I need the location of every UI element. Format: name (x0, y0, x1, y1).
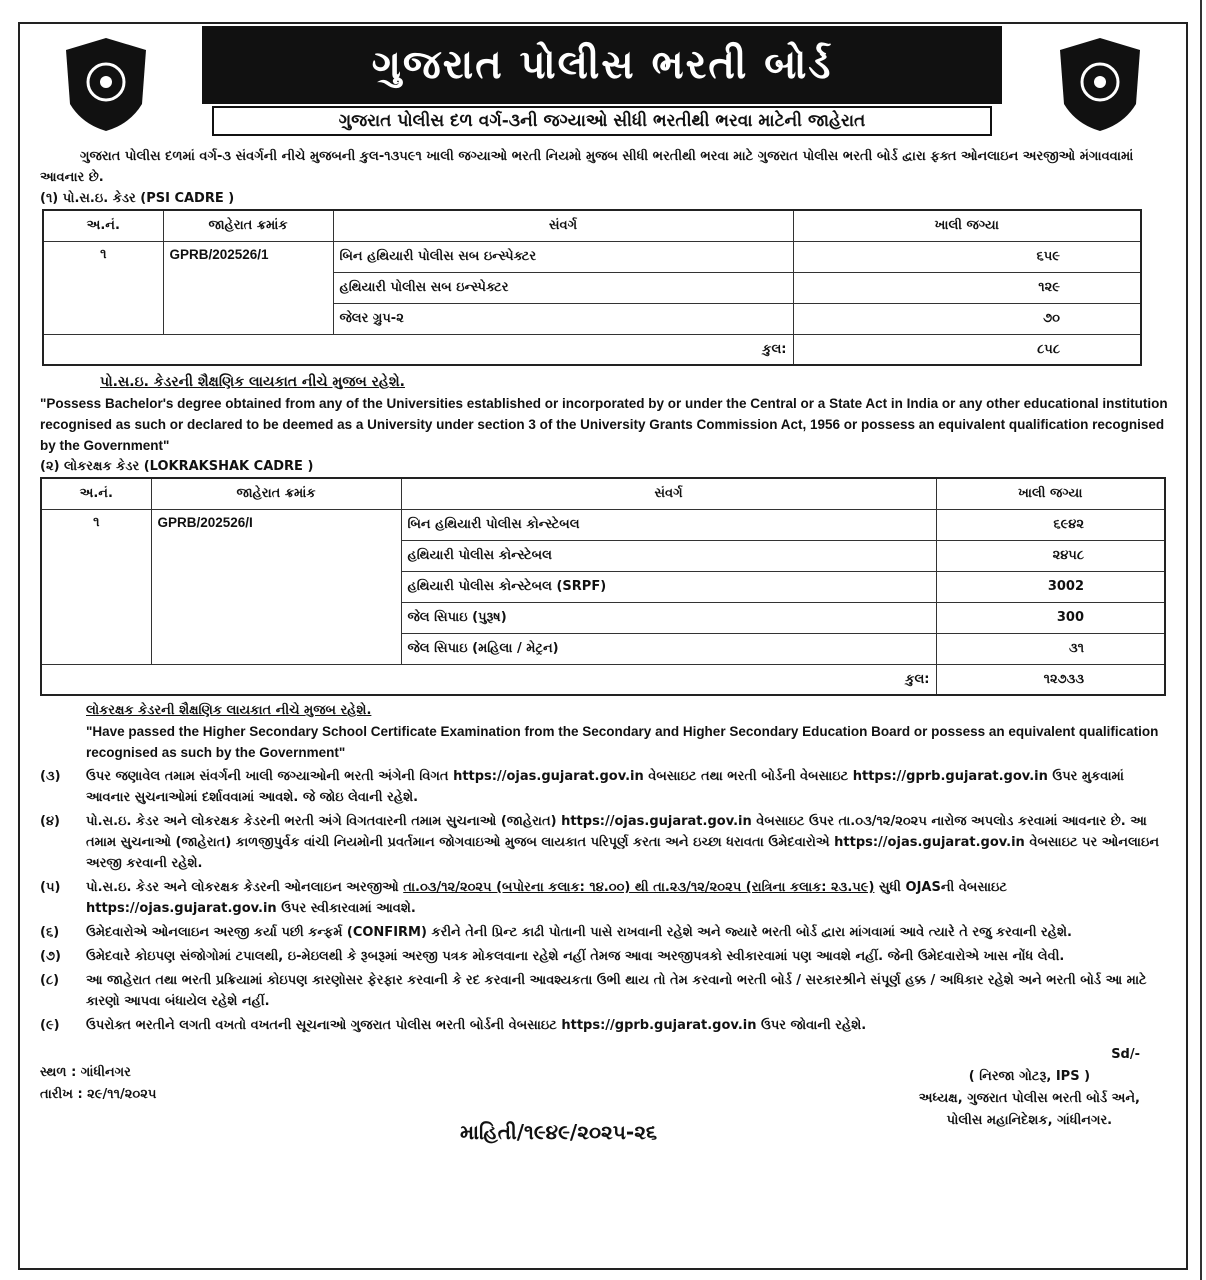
item-text: ઉપર જણાવેલ તમામ સંવર્ગની ખાલી જગ્યાઓની ભરતી અંગેની વિગત https://ojas.gujarat.gov.in વેબસાઇટ તથા ભરતી બોર્ડની વેબસાઇટ https://gprb.gujarat.gov.in ઉપર મુકવામાં આવનાર સુચનાઓમાં દર્શાવવામાં આવશે. જે જોઇ લેવાની રહેશે. (86, 769, 1124, 805)
total-row (41, 664, 1165, 695)
page-edge (1200, 0, 1202, 1280)
col-sr: અ.નં. (43, 210, 163, 241)
sr-cell: ૧ (43, 241, 163, 334)
item-text: ઉમેદવારે કોઇપણ સંજોગોમાં ટપાલથી, ઇ-મેઇલથી કે રૂબરૂમાં અરજી પત્રક મોકલવાના રહેશે નહીં તેમજ આવા અરજીપત્રકો સ્વીકારવામાં પણ આવશે નહીં. જેની ઉમેદવારોએ ખાસ નોંધ લેવી. (86, 949, 1065, 964)
col-adv: જાહેરાત ક્રમાંક (151, 478, 401, 509)
vacancy-cell: ૨૪૫૮ (936, 540, 1165, 571)
table-header (41, 478, 1165, 509)
col-vacancy: ખાલી જગ્યા (793, 210, 1141, 241)
designation: પોલીસ મહાનિદેશક, ગાંધીનગર. (946, 1113, 1113, 1128)
psi-qual-heading: પો.સ.ઇ. કેડરની શૈક્ષણિક લાયકાત નીચે મુજબ રહેશે. (100, 374, 405, 390)
list-item (40, 922, 1170, 943)
table-row (41, 509, 1165, 540)
psi-qual-text: "Possess Bachelor's degree obtained from any of the Universities established or incorporated by or under the Central or a State Act in India or any other educational institution recognised as such or declared to be deemed as a University under section 3 of the University Grants Commission Act, 1956 or possess an equivalent qualification recognised by the Government" (40, 396, 1168, 453)
post-cell: બિન હથિયારી પોલીસ સબ ઇન્સ્પેક્ટર (333, 241, 793, 272)
adv-no-cell: GPRB/202526/1 (163, 241, 333, 334)
list-item (40, 1015, 1170, 1036)
item-number: (૮) (40, 973, 60, 988)
item-text: સુધી OJASની વેબસાઇટ https://ojas.gujarat.gov.in ઉપર સ્વીકારવામાં આવશે. (86, 880, 1007, 916)
notice-number: માહિતી/૧૯૪૯/૨૦૨૫-૨૬ (460, 1120, 658, 1144)
police-emblem-icon (1054, 34, 1146, 134)
table-header (43, 210, 1141, 241)
footer (40, 1044, 1170, 1164)
vacancy-cell: ૬૯૪૨ (936, 509, 1165, 540)
vacancy-cell: 3002 (936, 571, 1165, 602)
police-emblem-icon (60, 34, 152, 134)
total-label: કુલ: (43, 334, 793, 365)
total-row (43, 334, 1141, 365)
psi-heading: (૧) પો.સ.ઇ. કેડર (PSI CADRE ) (40, 191, 235, 206)
vacancy-cell: ૭૦ (793, 303, 1141, 334)
page-subtitle: ગુજરાત પોલીસ દળ વર્ગ-૩ની જગ્યાઓ સીધી ભરતીથી ભરવા માટેની જાહેરાત (212, 106, 992, 136)
total-label: કુલ: (41, 664, 936, 695)
application-dates: તા.૦૩/૧૨/૨૦૨૫ (બપોરના કલાક: ૧૪.૦૦) થી તા.૨૩/૧૨/૨૦૨૫ (રાત્રિના કલાક: ૨૩.૫૯) (403, 880, 875, 895)
adv-no-cell: GPRB/202526/I (151, 509, 401, 664)
item-text: આ જાહેરાત તથા ભરતી પ્રક્રિયામાં કોઇપણ કારણોસર ફેરફાર કરવાની કે રદ કરવાની આવશ્યકતા ઉભી થાય તો તેમ કરવાનો ભરતી બોર્ડ / સરકારશ્રીને સંપૂર્ણ હક્ક / અધિકાર રહેશે અને ભરતી બોર્ડ આ માટે કારણો આપવા બંધાયેલ રહેશે નહીં. (86, 973, 1147, 1009)
total-value: ૮૫૮ (793, 334, 1141, 365)
post-cell: હથિયારી પોલીસ કોન્સ્ટેબલ (SRPF) (401, 571, 936, 602)
post-cell: હથિયારી પોલીસ કોન્સ્ટેબલ (401, 540, 936, 571)
item-number: (૯) (40, 1018, 60, 1033)
list-item (40, 766, 1170, 808)
post-cell: હથિયારી પોલીસ સબ ઇન્સ્પેક્ટર (333, 272, 793, 303)
item-text: પો.સ.ઇ. કેડર અને લોકરક્ષક કેડરની ઓનલાઇન અરજીઓ (86, 880, 404, 895)
date: તારીખ : ૨૯/૧૧/૨૦૨૫ (40, 1087, 157, 1102)
post-cell: જેલર ગ્રુપ-૨ (333, 303, 793, 334)
vacancy-cell: ૩૧ (936, 633, 1165, 664)
total-value: ૧૨૭૩૩ (936, 664, 1165, 695)
vacancy-cell: ૧૨૯ (793, 272, 1141, 303)
item-number: (૩) (40, 769, 61, 784)
psi-table (42, 209, 1142, 366)
table-row (43, 241, 1141, 272)
list-item (40, 946, 1170, 967)
item-number: (૫) (40, 880, 61, 895)
item-number: (૪) (40, 814, 60, 829)
body (40, 146, 1170, 1164)
signatory-name: ( નિરજા ગોટરૂ, IPS ) (968, 1069, 1091, 1084)
post-cell: જેલ સિપાઇ (પુરૂષ) (401, 602, 936, 633)
col-post: સંવર્ગ (333, 210, 793, 241)
lrd-heading: (૨) લોકરક્ષક કેડર (LOKRAKSHAK CADRE ) (40, 459, 314, 474)
item-text: ઉમેદવારોએ ઓનલાઇન અરજી કર્યા પછી કન્ફર્મ (CONFIRM) કરીને તેની પ્રિન્ટ કાઢી પોતાની પાસે રાખવાની રહેશે અને જ્યારે ભરતી બોર્ડ દ્વારા માંગવામાં આવે ત્યારે તે રજુ કરવાની રહેશે. (86, 925, 1072, 940)
points-list (40, 766, 1170, 1036)
vacancy-cell: ૬૫૯ (793, 241, 1141, 272)
list-item (40, 877, 1170, 919)
col-adv: જાહેરાત ક્રમાંક (163, 210, 333, 241)
col-sr: અ.નં. (41, 478, 151, 509)
item-number: (૬) (40, 925, 60, 940)
lrd-qual-text: "Have passed the Higher Secondary School Certificate Examination from the Secondary and Higher Secondary Education Board or possess an equivalent qualification recognised as such by the Government" (86, 724, 1159, 760)
item-number: (૭) (40, 949, 61, 964)
designation: અધ્યક્ષ, ગુજરાત પોલીસ ભરતી બોર્ડ અને, (918, 1091, 1140, 1106)
signature-block (919, 1044, 1140, 1132)
item-text: ઉપરોક્ત ભરતીને લગતી વખતો વખતની સૂચનાઓ ગુજરાત પોલીસ ભરતી બોર્ડની વેબસાઇટ https://gprb.gujarat.gov.in ઉપર જોવાની રહેશે. (86, 1018, 867, 1033)
vacancy-cell: 300 (936, 602, 1165, 633)
sd: Sd/- (1111, 1047, 1140, 1062)
place: સ્થળ : ગાંધીનગર (40, 1065, 131, 1080)
advertisement (18, 22, 1188, 1270)
sr-cell: ૧ (41, 509, 151, 664)
post-cell: જેલ સિપાઇ (મહિલા / મેટ્રન) (401, 633, 936, 664)
header (20, 24, 1186, 142)
col-vacancy: ખાલી જગ્યા (936, 478, 1165, 509)
list-item (40, 811, 1170, 874)
list-item (40, 970, 1170, 1012)
col-post: સંવર્ગ (401, 478, 936, 509)
intro-text: ગુજરાત પોલીસ દળમાં વર્ગ-૩ સંવર્ગની નીચે મુજબની કુલ-૧૩૫૯૧ ખાલી જગ્યાઓ ભરતી નિયમો મુજબ સીધી ભરતીથી ભરવા માટે ગુજરાત પોલીસ ભરતી બોર્ડ દ્વારા ફક્ત ઓનલાઇન અરજીઓ મંગાવવામાં આવનાર છે. (40, 149, 1134, 185)
item-text: પો.સ.ઇ. કેડર અને લોકરક્ષક કેડરની ભરતી અંગે વિગતવારની તમામ સુચનાઓ (જાહેરાત) https://ojas.gujarat.gov.in વેબસાઇટ ઉપર તા.૦૩/૧૨/૨૦૨૫ નારોજ અપલોડ કરવામાં આવનાર છે. આ તમામ સુચનાઓ (જાહેરાત) કાળજીપુર્વક વાંચી નિયમોની પ્રવર્તમાન જોગવાઇઓ મુજબ લાયકાત પરિપૂર્ણ કરતા અને ઇચ્છા ધરાવતા ઉમેદવારોએ https://ojas.gujarat.gov.in વેબસાઇટ પર ઓનલાઇન અરજી કરવાની રહેશે. (86, 814, 1160, 871)
post-cell: બિન હથિયારી પોલીસ કોન્સ્ટેબલ (401, 509, 936, 540)
lrd-qual-heading: લોકરક્ષક કેડરની શૈક્ષણિક લાયકાત નીચે મુજબ રહેશે. (86, 703, 372, 718)
lrd-table (40, 477, 1166, 696)
page-title: ગુજરાત પોલીસ ભરતી બોર્ડ (202, 26, 1002, 104)
